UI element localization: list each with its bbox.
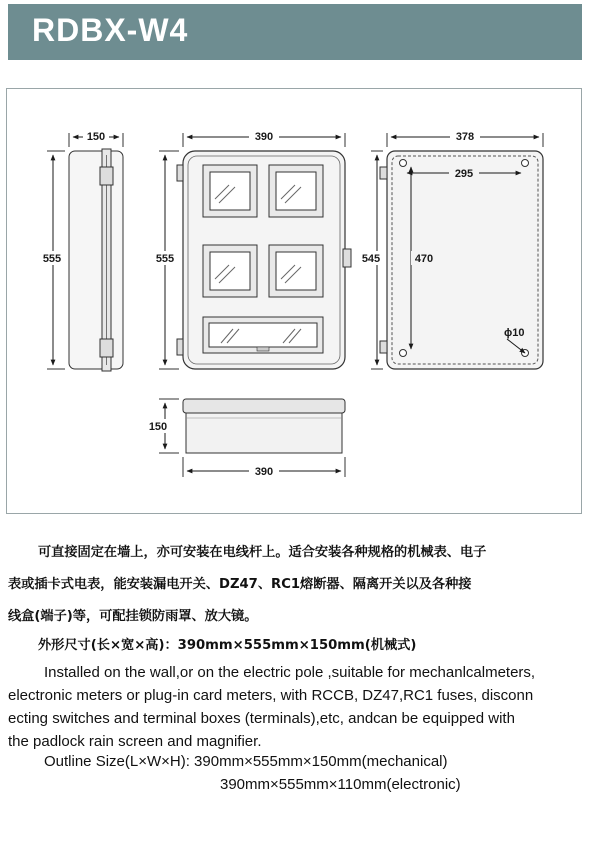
en-outline-electronic: 390mm×555mm×110mm(electronic)	[220, 776, 461, 793]
switch-window	[203, 317, 323, 353]
front-height-label: 555	[155, 253, 175, 265]
cn-line-3: 线盒(端子)等，可配挂锁防雨罩、放大镜。	[8, 609, 258, 624]
cn-line-1: 可直接固定在墙上，亦可安装在电线杆上。适合安装各种规格的机械表、电子	[38, 545, 487, 560]
meter-window-1	[203, 165, 257, 217]
en-line-4: the padlock rain screen and magnifier.	[8, 733, 262, 750]
front-view	[150, 130, 345, 369]
en-line-3: ecting switches and terminal boxes (terminals),etc, andcan be equipped with	[8, 710, 515, 727]
hole-height-label: 470	[414, 253, 434, 265]
cn-outline-size: 外形尺寸(长×宽×高)：390mm×555mm×150mm(机械式)	[38, 638, 417, 653]
bottom-depth-label: 150	[148, 421, 168, 433]
cn-line-2: 表或插卡式电表，能安装漏电开关、DZ47、RC1熔断器、隔离开关以及各种接	[8, 577, 472, 592]
en-outline-mechanical: Outline Size(L×W×H): 390mm×555mm×150mm(mechanical)	[44, 753, 448, 770]
meter-window-4	[269, 245, 323, 297]
meter-window-3	[203, 245, 257, 297]
front-width-label: 390	[254, 131, 274, 143]
hole-diameter-label: ϕ10	[504, 327, 525, 339]
side-height-label: 555	[42, 253, 62, 265]
back-width-label: 378	[455, 131, 475, 143]
title-bar	[8, 4, 582, 60]
hole-span-label: 295	[454, 168, 474, 180]
product-title: RDBX-W4	[32, 12, 189, 48]
bottom-width-label: 390	[254, 466, 274, 478]
drawing-canvas	[7, 89, 581, 513]
back-height-label: 545	[361, 253, 381, 265]
side-width-label: 150	[86, 131, 106, 143]
technical-drawing	[6, 88, 582, 514]
bottom-view	[144, 399, 345, 478]
side-view	[37, 130, 123, 371]
back-view	[343, 130, 543, 369]
meter-window-2	[269, 165, 323, 217]
en-line-1: Installed on the wall,or on the electric pole ,suitable for mechanlcalmeters,	[44, 664, 536, 681]
en-line-2: electronic meters or plug-in card meters, with RCCB, DZ47,RC1 fuses, disconn	[8, 687, 534, 704]
